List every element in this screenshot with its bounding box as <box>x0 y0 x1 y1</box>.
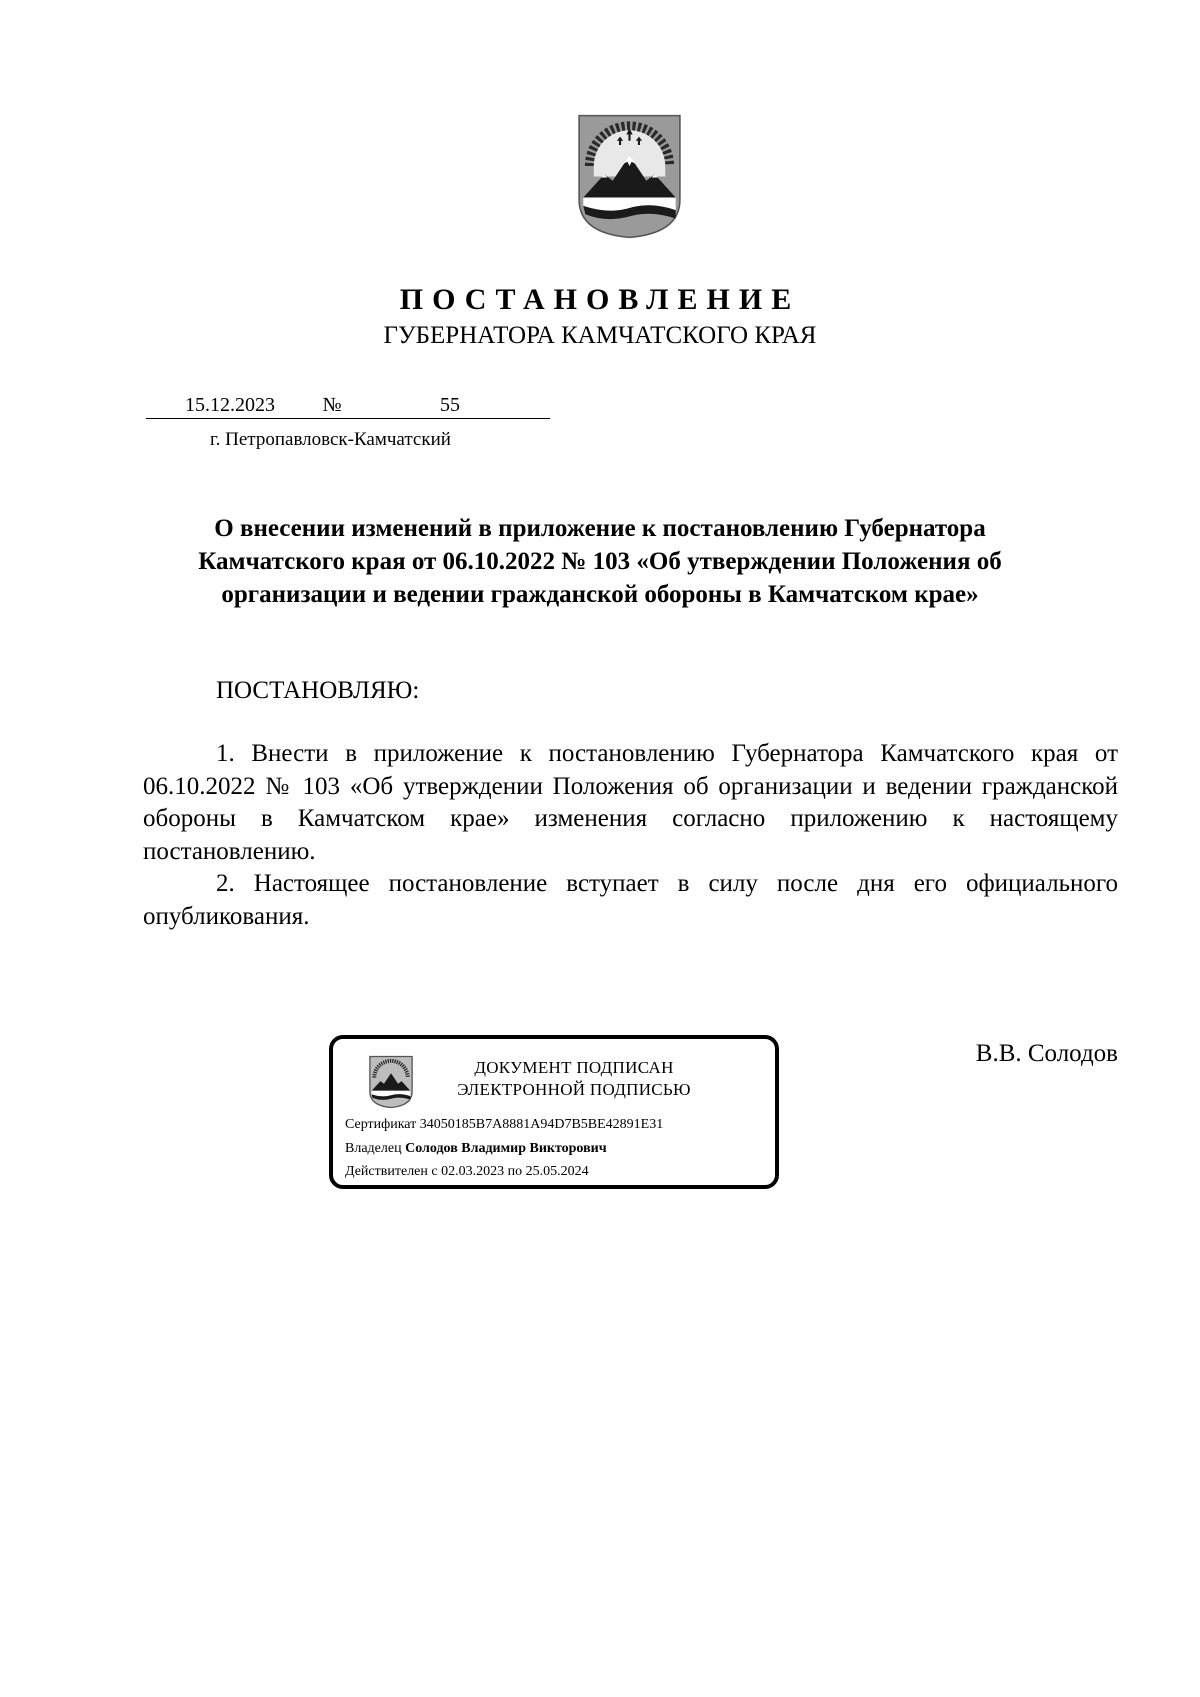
coat-of-arms-icon <box>577 113 682 240</box>
valid-to-label: по <box>507 1164 523 1179</box>
decree-word: ПОСТАНОВЛЯЮ: <box>216 677 420 704</box>
electronic-signature-stamp <box>329 1035 779 1189</box>
stamp-heading-line-2: ЭЛЕКТРОННОЙ ПОДПИСЬЮ <box>457 1080 691 1099</box>
stamp-owner-row <box>345 1140 607 1158</box>
stamp-heading <box>429 1057 719 1101</box>
owner-value: Солодов Владимир Викторович <box>405 1141 607 1156</box>
stamp-emblem-icon <box>369 1055 413 1109</box>
paragraph-1: 1. Внести в приложение к постановлению Губернатора Камчатского края от 06.10.2022 № 103 «Об утверждении Положения об организации и ведении гражданской обороны в Камчатском крае» изменения согласно приложению к настоящему постановлению. <box>143 740 1118 865</box>
document-body <box>143 738 1118 933</box>
valid-to: 25.05.2024 <box>525 1164 589 1179</box>
document-type-title: ПОСТАНОВЛЕНИЕ <box>399 283 801 316</box>
document-date: 15.12.2023 <box>146 392 314 419</box>
valid-label: Действителен с <box>345 1164 438 1179</box>
paragraph-2: 2. Настоящее постановление вступает в силу после дня его официального опубликования. <box>143 870 1118 930</box>
valid-from: 02.03.2023 <box>441 1164 505 1179</box>
signer-name: В.В. Солодов <box>975 1040 1118 1067</box>
document-number: 55 <box>350 392 550 419</box>
certificate-value: 34050185B7A8881A94D7B5BE42891E31 <box>419 1117 664 1132</box>
owner-label: Владелец <box>345 1141 402 1156</box>
stamp-heading-line-1: ДОКУМЕНТ ПОДПИСАН <box>474 1058 674 1077</box>
document-heading: О внесении изменений в приложение к постановлению Губернатора Камчатского края от 06.10.2022 № 103 «Об утверждении Положения об организации и ведении гражданской обороны в Камчатском крае» <box>198 515 1002 608</box>
city-name: г. Петропавловск-Камчатский <box>210 429 451 450</box>
stamp-validity-row <box>345 1163 589 1181</box>
date-number-line <box>146 392 551 420</box>
stamp-certificate-row <box>345 1116 663 1134</box>
issuer-subtitle: ГУБЕРНАТОРА КАМЧАТСКОГО КРАЯ <box>383 322 817 349</box>
number-sign: № <box>314 392 350 419</box>
certificate-label: Сертификат <box>345 1117 417 1132</box>
